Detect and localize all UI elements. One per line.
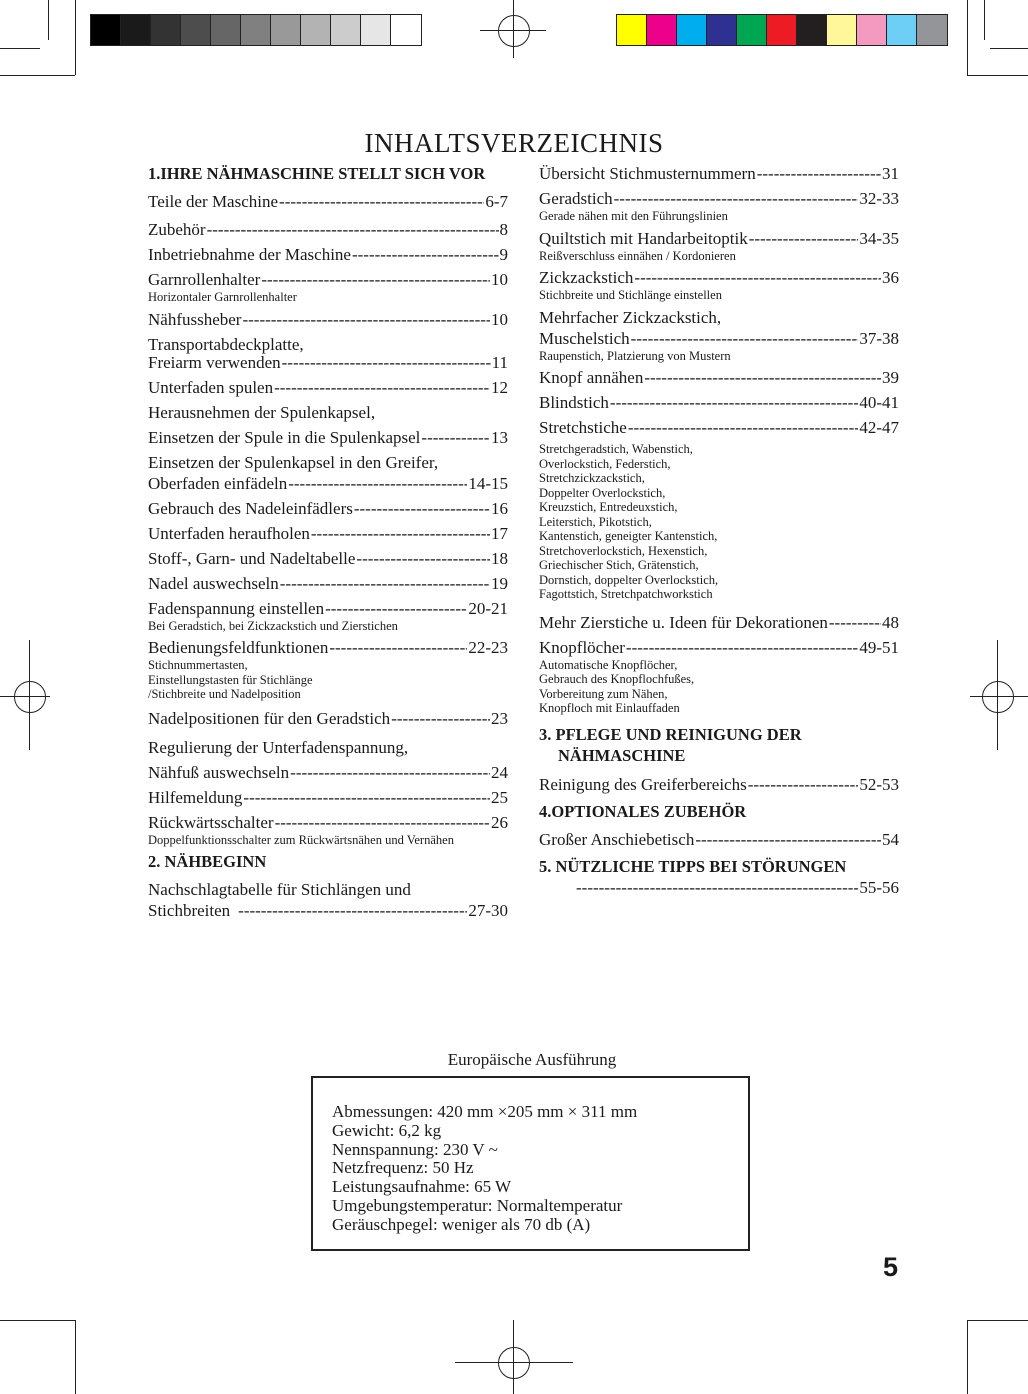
toc-entry-page: 25: [491, 787, 508, 807]
toc-entry-title: Nadel auswechseln: [148, 573, 279, 593]
dot-leader: [749, 228, 859, 249]
toc-entry-title: Übersicht Stichmusternummern: [539, 164, 756, 183]
toc-entry: [148, 879, 508, 921]
toc-entry: [539, 829, 899, 850]
toc-entry-title: Geradstich: [539, 189, 613, 208]
toc-entry-subtitle: Gebrauch des Knopflochfußes,: [539, 672, 695, 686]
dot-leader: [748, 774, 859, 795]
toc-entry-subtitle: Leiterstich, Pikotstich,: [539, 514, 652, 529]
color-swatch: [827, 15, 857, 45]
spec-line: Geräuschpegel: weniger als 70 db (A): [332, 1214, 591, 1234]
toc-entry-subtitle: Vorbereitung zum Nähen,: [539, 686, 668, 701]
color-swatch: [647, 15, 677, 45]
toc-entry-title: Muschelstich: [539, 328, 630, 348]
toc-entry-page: 48: [882, 612, 899, 632]
toc-entry-page: 36: [882, 268, 899, 287]
dot-leader: [352, 244, 499, 265]
toc-entry: [148, 498, 508, 519]
section-heading: 3. PFLEGE UND REINIGUNG DER: [539, 724, 802, 744]
dot-leader: [288, 473, 467, 494]
toc-entry-title: Hilfemeldung: [148, 787, 243, 807]
toc-entry-page: 31: [882, 164, 899, 183]
toc-entry-page: 32-33: [859, 189, 899, 208]
toc-entry-page: 11: [491, 352, 508, 372]
toc-entry-page: 20-21: [468, 598, 508, 618]
toc-entry-title: Mehr Zierstiche u. Ideen für Dekorationen: [539, 612, 828, 632]
dot-leader: [275, 812, 490, 833]
toc-entry-page: 26: [491, 812, 508, 832]
toc-entry-title: Stretchstiche: [539, 418, 627, 437]
dot-leader: [274, 377, 490, 398]
toc-entry-subtitle: Stretchgeradstich, Wabenstich,: [539, 442, 693, 456]
toc-entry-title: Unterfaden spulen: [148, 377, 274, 397]
dot-leader: [628, 417, 859, 438]
toc-entry-title: Fadenspannung einstellen: [148, 598, 325, 618]
toc-entry-page: 52-53: [859, 774, 899, 794]
toc-entry-subtitle: Fagottstich, Stretchpatchworkstich: [539, 587, 713, 601]
color-swatch: [211, 15, 241, 45]
dot-leader: [576, 877, 858, 898]
toc-entry-title: Teile der Maschine: [148, 192, 279, 211]
dot-leader: [279, 191, 484, 212]
toc-entry: [148, 598, 508, 634]
toc-entry: [148, 737, 508, 783]
toc-entry-page: 9: [499, 245, 508, 264]
toc-entry-title: Zubehör: [148, 220, 206, 239]
toc-entry-title-line: Herausnehmen der Spulenkapsel,: [148, 402, 376, 422]
toc-entry-subtitle: Doppelter Overlockstich,: [539, 485, 666, 500]
toc-entry-subtitle: Griechischer Stich, Grätenstich,: [539, 558, 699, 572]
color-swatch: [241, 15, 271, 45]
color-swatch: [361, 15, 391, 45]
color-swatch: [271, 15, 301, 45]
spec-line: Leistungsaufnahme: 65 W: [332, 1177, 512, 1197]
toc-entry: [148, 244, 508, 265]
section-heading: 2. NÄHBEGINN: [148, 852, 267, 871]
toc-entry-title: Zickzackstich: [539, 268, 634, 287]
dot-leader: [282, 352, 491, 373]
toc-entry-subtitle: Kantenstich, geneigter Kantenstich,: [539, 529, 718, 543]
toc-entry-page: 6-7: [485, 192, 508, 211]
toc-entry-title: Unterfaden heraufholen: [148, 523, 310, 543]
dot-leader: [325, 598, 467, 619]
color-swatch: [857, 15, 887, 45]
toc-entry-subtitle: Kreuzstich, Entredeuxstich,: [539, 500, 678, 514]
toc-entry-page: 49-51: [859, 637, 899, 657]
toc-entry-title: Quiltstich mit Handarbeitoptik: [539, 228, 748, 248]
color-swatch-strip: [616, 14, 948, 46]
toc-entry-title: Freiarm verwenden: [148, 352, 281, 372]
toc-entry-subtitle: Automatische Knopflöcher,: [539, 657, 678, 672]
toc-entry-title-line: Transportabdeckplatte,: [148, 334, 304, 354]
toc-entry: [148, 219, 508, 240]
toc-entry: [148, 523, 508, 544]
toc-entry: [539, 367, 899, 388]
section-heading: 5. NÜTZLICHE TIPPS BEI STÖRUNGEN: [539, 856, 847, 876]
dot-leader: [631, 328, 859, 349]
toc-entry-page: 34-35: [859, 228, 899, 248]
toc-entry: [148, 309, 508, 330]
toc-entry: [148, 812, 508, 848]
toc-entry-subtitle: Gerade nähen mit den Führungslinien: [539, 209, 728, 223]
toc-entry-title: Rückwärtsschalter: [148, 812, 274, 832]
spec-line: Abmessungen: 420 mm ×205 mm × 311 mm: [332, 1102, 638, 1121]
color-swatch: [707, 15, 737, 45]
toc-entry-subtitle: Stichbreite und Stichlänge einstellen: [539, 288, 722, 302]
toc-entry: [148, 191, 508, 212]
dot-leader: [261, 269, 490, 290]
toc-entry-page: 14-15: [468, 473, 508, 493]
dot-leader: [311, 523, 490, 544]
dot-leader: [207, 219, 499, 240]
dot-leader: [238, 900, 467, 921]
toc-entry-page: 16: [491, 498, 508, 518]
toc-entry: [148, 637, 508, 702]
toc-entry-subtitle: Reißverschluss einnähen / Kordonieren: [539, 248, 736, 263]
dot-leader: [626, 637, 858, 658]
toc-entry-title: Garnrollenhalter: [148, 270, 261, 289]
toc-entry-title: Reinigung des Greiferbereichs: [539, 774, 747, 794]
dot-leader: [695, 829, 881, 850]
color-swatch: [301, 15, 331, 45]
dot-leader: [610, 392, 858, 413]
dot-leader: [614, 188, 859, 209]
toc-entry-subtitle: Knopfloch mit Einlauffaden: [539, 701, 680, 715]
toc-entry-page: 12: [491, 377, 508, 397]
toc-entry-title-line: Mehrfacher Zickzackstich,: [539, 307, 722, 327]
dot-leader: [644, 367, 881, 388]
color-swatch: [91, 15, 121, 45]
toc-entry-title: Knopflöcher: [539, 637, 625, 657]
toc-left-column: [148, 163, 508, 921]
gray-swatch-strip: [90, 14, 422, 46]
toc-entry-title-line: Nachschlagtabelle für Stichlängen und: [148, 880, 411, 899]
toc-entry: [148, 573, 508, 594]
toc-entry-title-line: Regulierung der Unterfadenspannung,: [148, 737, 409, 757]
toc-entry-title: Nadelpositionen für den Geradstich: [148, 708, 391, 728]
page-number: 5: [883, 1252, 899, 1282]
toc-entry-page: 54: [882, 829, 899, 849]
toc-entry: [539, 612, 899, 633]
toc-entry-subtitle: Doppelfunktionsschalter zum Rückwärtsnähen und Vernähen: [148, 832, 454, 847]
toc-entry-page: 40-41: [859, 393, 899, 412]
dot-leader: [757, 163, 881, 184]
page-title: INHALTSVERZEICHNIS: [364, 128, 664, 158]
toc-entry-title: Blindstich: [539, 393, 609, 412]
dot-leader: [243, 787, 490, 808]
dot-leader: [634, 267, 881, 288]
toc-entry: [539, 774, 899, 795]
color-swatch: [917, 15, 947, 45]
toc-entry: [148, 708, 508, 729]
toc-right-column: [539, 163, 899, 898]
toc-entry-page: 8: [499, 220, 508, 239]
toc-entry-title: Oberfaden einfädeln: [148, 473, 288, 493]
toc-entry: [148, 334, 508, 373]
dot-leader: [391, 708, 490, 729]
toc-entry-page: 18: [491, 548, 508, 568]
toc-entry-title: Einsetzen der Spule in die Spulenkapsel: [148, 427, 421, 447]
color-swatch: [617, 15, 647, 45]
specs-label: Europäische Ausführung: [447, 1050, 617, 1069]
toc-entry: [148, 402, 508, 448]
spec-line: Gewicht: 6,2 kg: [332, 1120, 442, 1140]
toc-entry-page: 23: [491, 708, 508, 728]
toc-entry-subtitle: Dornstich, doppelter Overlockstich,: [539, 572, 719, 587]
section-heading: 1.IHRE NÄHMASCHINE STELLT SICH VOR: [148, 164, 486, 183]
toc-entry-page: 24: [491, 762, 508, 782]
section-heading: 4.OPTIONALES ZUBEHÖR: [539, 801, 747, 821]
color-swatch: [797, 15, 827, 45]
toc-entry-title: Stichbreiten: [148, 901, 231, 920]
toc-entry: [539, 877, 899, 898]
toc-entry-subtitle: Raupenstich, Platzierung von Mustern: [539, 348, 731, 363]
toc-entry: [539, 307, 899, 364]
toc-entry-title: Großer Anschiebetisch: [539, 829, 695, 849]
toc-entry-page: 55-56: [859, 877, 899, 897]
toc-entry-title: Stoff-, Garn- und Nadeltabelle: [148, 548, 356, 568]
toc-entry: [539, 637, 899, 716]
section-heading: NÄHMASCHINE: [558, 745, 686, 765]
specs-box: [311, 1076, 750, 1251]
toc-entry-subtitle: Bei Geradstich, bei Zickzackstich und Zierstichen: [148, 618, 398, 633]
toc-entry: [539, 228, 899, 264]
toc-entry-title: Knopf annähen: [539, 368, 644, 387]
color-swatch: [737, 15, 767, 45]
dot-leader: [290, 762, 490, 783]
color-swatch: [121, 15, 151, 45]
spec-line: Netzfrequenz: 50 Hz: [332, 1158, 474, 1178]
toc-entry-subtitle: Stretchzickzackstich,: [539, 471, 645, 485]
dot-leader: [242, 309, 490, 330]
toc-entry-page: 42-47: [859, 418, 899, 437]
toc-entry-page: 13: [491, 427, 508, 447]
color-swatch: [151, 15, 181, 45]
toc-entry: [148, 787, 508, 808]
toc-entry-title: Inbetriebnahme der Maschine: [148, 245, 351, 264]
toc-entry: [148, 269, 508, 305]
spec-line: Umgebungstemperatur: Normaltemperatur: [332, 1195, 623, 1215]
toc-entry-page: 17: [491, 523, 508, 543]
toc-entry-title: Gebrauch des Nadeleinfädlers: [148, 498, 353, 518]
toc-entry-page: 19: [491, 573, 508, 593]
toc-entry-page: 22-23: [468, 638, 508, 657]
toc-entry-page: 10: [491, 309, 508, 329]
dot-leader: [329, 637, 467, 658]
color-swatch: [331, 15, 361, 45]
toc-entry: [539, 163, 899, 184]
toc-entry-subtitle: Stichnummertasten,: [148, 658, 248, 672]
toc-entry-page: 10: [491, 270, 508, 289]
toc-entry: [539, 417, 899, 602]
toc-entry-page: 37-38: [859, 328, 899, 348]
dot-leader: [421, 427, 490, 448]
toc-entry: [539, 392, 899, 413]
color-swatch: [677, 15, 707, 45]
toc-entry-title-line: Einsetzen der Spulenkapsel in den Greifer,: [148, 452, 439, 472]
color-swatch: [887, 15, 917, 45]
toc-entry-title: Nähfussheber: [148, 309, 242, 329]
dot-leader: [354, 498, 490, 519]
toc-entry-title: Bedienungsfeldfunktionen: [148, 638, 329, 657]
spec-line: Nennspannung: 230 V ~: [332, 1139, 498, 1159]
color-swatch: [181, 15, 211, 45]
toc-entry: [148, 377, 508, 398]
toc-entry: [539, 188, 899, 224]
color-swatch: [391, 15, 421, 45]
dot-leader: [829, 612, 881, 633]
toc-entry: [539, 267, 899, 303]
toc-entry-page: 39: [882, 368, 899, 387]
toc-entry-subtitle: Horizontaler Garnrollenhalter: [148, 290, 297, 304]
toc-entry-subtitle: Einstellungstasten für Stichlänge: [148, 672, 313, 687]
toc-entry: [148, 548, 508, 569]
toc-entry-title: Nähfuß auswechseln: [148, 762, 290, 782]
toc-entry-subtitle: Stretchoverlockstich, Hexenstich,: [539, 543, 708, 558]
toc-entry-page: 27-30: [468, 901, 508, 920]
toc-entry-subtitle: Overlockstich, Federstich,: [539, 456, 671, 471]
toc-entry: [148, 452, 508, 494]
dot-leader: [356, 548, 490, 569]
toc-entry-subtitle: /Stichbreite und Nadelposition: [148, 687, 301, 701]
dot-leader: [280, 573, 490, 594]
color-swatch: [767, 15, 797, 45]
